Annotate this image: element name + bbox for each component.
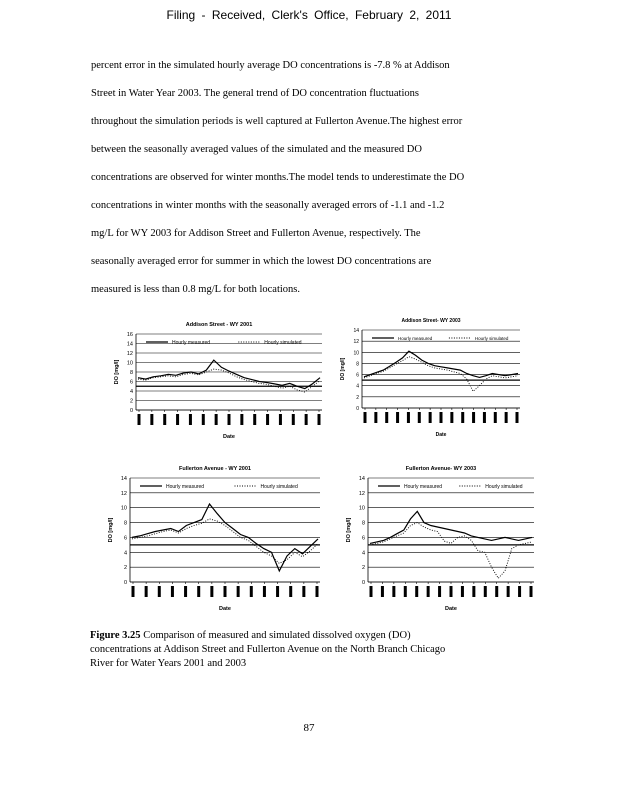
x-tick-label	[415, 586, 418, 597]
y-tick-label: 0	[356, 406, 359, 412]
x-tick-label	[171, 586, 174, 597]
series-line-simulated	[370, 523, 532, 579]
x-axis-label: Date	[223, 434, 235, 440]
y-tick-label: 6	[356, 372, 359, 379]
x-tick-label	[150, 414, 153, 425]
x-tick-label	[429, 412, 432, 423]
chart-title: Fullerton Avenue - WY 2001	[179, 466, 251, 472]
y-tick-label: 10	[353, 350, 359, 357]
x-tick-label	[132, 586, 135, 597]
chart-fullerton-2001	[100, 460, 330, 618]
paragraph-line: concentrations are observed for winter months.The model tends to underestimate the DO	[91, 172, 465, 183]
chart-title: Fullerton Avenue- WY 2003	[405, 466, 477, 472]
x-tick-label	[483, 412, 486, 423]
legend-entry: Hourly measured	[404, 484, 443, 490]
y-tick-label: 4	[123, 550, 127, 557]
y-tick-label: 14	[353, 328, 359, 334]
x-axis-label: Date	[219, 606, 231, 612]
x-tick-label	[163, 414, 166, 425]
y-axis-label: DO [mg/l]	[346, 517, 352, 543]
x-axis-label: Date	[445, 606, 457, 612]
x-tick-label	[407, 412, 410, 423]
y-tick-label: 12	[353, 339, 359, 346]
figure-caption	[90, 629, 510, 671]
x-tick-label	[438, 586, 441, 597]
y-tick-label: 2	[129, 398, 133, 405]
y-tick-label: 10	[358, 505, 365, 512]
y-tick-label: 12	[126, 351, 133, 357]
legend-entry: Hourly measured	[166, 484, 205, 490]
caption-line: concentrations at Addison Street and Fullerton Avenue on the North Branch Chicago	[90, 644, 446, 655]
paragraph-line: concentrations in winter months with the seasonally averaged errors of -1.1 and -1.2	[91, 200, 445, 211]
paragraph-line: mg/L for WY 2003 for Addison Street and Fullerton Avenue, respectively. The	[91, 228, 421, 239]
x-tick-label	[495, 586, 498, 597]
paragraph-line: between the seasonally averaged values of the simulated and the measured DO	[91, 144, 422, 155]
x-tick-label	[263, 586, 266, 597]
x-tick-label	[228, 414, 231, 425]
y-axis-label: DO [mg/l]	[340, 357, 346, 381]
x-tick-label	[215, 414, 218, 425]
x-tick-label	[158, 586, 161, 597]
figure-label: Figure 3.25	[90, 630, 141, 641]
y-tick-label: 2	[361, 565, 365, 572]
y-axis-label: DO [mg/l]	[114, 359, 120, 385]
x-tick-label	[404, 586, 407, 597]
chart-fullerton-2003	[342, 460, 542, 618]
y-tick-label: 16	[126, 332, 133, 338]
chart-title: Addison Street- WY 2003	[401, 318, 461, 324]
x-tick-label	[202, 414, 205, 425]
x-tick-label	[210, 586, 213, 597]
series-line-measured	[364, 351, 518, 377]
x-tick-label	[450, 586, 453, 597]
x-tick-label	[461, 586, 464, 597]
x-tick-label	[197, 586, 200, 597]
x-tick-label	[505, 412, 508, 423]
series-line-measured	[370, 511, 532, 543]
x-tick-label	[494, 412, 497, 423]
y-tick-label: 2	[356, 394, 359, 401]
x-tick-label	[276, 586, 279, 597]
legend-entry: Hourly measured	[398, 336, 433, 341]
x-axis-label: Date	[435, 432, 447, 438]
paragraph-line: seasonally averaged error for summer in which the lowest DO concentrations are	[91, 256, 432, 267]
x-tick-label	[266, 414, 269, 425]
x-tick-label	[176, 414, 179, 425]
caption-line: Comparison of measured and simulated dissolved oxygen (DO)	[140, 630, 411, 641]
x-tick-label	[289, 586, 292, 597]
x-tick-label	[292, 414, 295, 425]
y-tick-label: 12	[120, 490, 127, 497]
x-tick-label	[530, 586, 533, 597]
legend-entry: Hourly simulated	[264, 340, 302, 346]
x-tick-label	[392, 586, 395, 597]
chart-addison-2001	[100, 314, 330, 454]
x-tick-label	[302, 586, 305, 597]
paragraph-line: throughout the simulation periods is well captured at Fullerton Avenue.The highest error	[91, 116, 463, 127]
y-tick-label: 6	[129, 379, 133, 386]
x-tick-label	[381, 586, 384, 597]
x-tick-label	[237, 586, 240, 597]
x-tick-label	[316, 586, 319, 597]
y-tick-label: 8	[361, 520, 365, 527]
x-tick-label	[418, 412, 421, 423]
chart-addison-2003	[340, 312, 530, 452]
x-tick-label	[279, 414, 282, 425]
x-tick-label	[305, 414, 308, 425]
legend-entry: Hourly simulated	[474, 336, 509, 341]
y-tick-label: 12	[358, 490, 365, 497]
series-line-measured	[138, 360, 320, 389]
x-tick-label	[396, 412, 399, 423]
paragraph-line: Street in Water Year 2003. The general trend of DO concentration fluctuations	[91, 88, 419, 99]
y-tick-label: 8	[123, 520, 127, 527]
y-tick-label: 0	[361, 580, 365, 586]
y-tick-label: 14	[120, 476, 127, 482]
x-tick-label	[240, 414, 243, 425]
x-tick-label	[318, 414, 321, 425]
body-paragraph	[91, 52, 511, 304]
x-tick-label	[253, 414, 256, 425]
y-tick-label: 14	[126, 341, 133, 348]
x-tick-label	[364, 412, 367, 423]
x-tick-label	[385, 412, 388, 423]
series-line-simulated	[138, 369, 320, 392]
x-tick-label	[224, 586, 227, 597]
y-tick-label: 4	[129, 389, 133, 395]
x-tick-label	[440, 412, 443, 423]
paragraph-line: measured is less than 0.8 mg/L for both locations.	[91, 284, 300, 295]
x-tick-label	[427, 586, 430, 597]
y-tick-label: 6	[123, 535, 127, 542]
y-tick-label: 10	[120, 505, 127, 512]
legend-entry: Hourly simulated	[485, 484, 523, 490]
y-tick-label: 10	[126, 360, 133, 367]
paragraph-line: percent error in the simulated hourly average DO concentrations is -7.8 % at Addison	[91, 60, 450, 71]
x-tick-label	[145, 586, 148, 597]
x-tick-label	[507, 586, 510, 597]
y-axis-label: DO [mg/l]	[108, 517, 114, 543]
y-tick-label: 8	[356, 361, 359, 368]
x-tick-label	[516, 412, 519, 423]
x-tick-label	[518, 586, 521, 597]
y-tick-label: 2	[123, 565, 127, 572]
x-tick-label	[250, 586, 253, 597]
x-tick-label	[472, 586, 475, 597]
x-tick-label	[374, 412, 377, 423]
y-tick-label: 0	[123, 580, 127, 586]
x-tick-label	[184, 586, 187, 597]
y-tick-label: 6	[361, 535, 365, 542]
y-tick-label: 4	[356, 383, 359, 390]
x-tick-label	[484, 586, 487, 597]
y-tick-label: 4	[361, 550, 365, 557]
x-tick-label	[450, 412, 453, 423]
x-tick-label	[461, 412, 464, 423]
caption-line: River for Water Years 2001 and 2003	[90, 658, 247, 669]
legend-entry: Hourly measured	[172, 340, 211, 346]
page-number: 87	[303, 722, 315, 734]
series-line-simulated	[132, 519, 318, 564]
y-tick-label: 0	[129, 408, 133, 414]
x-tick-label	[472, 412, 475, 423]
x-tick-label	[138, 414, 141, 425]
x-tick-label	[189, 414, 192, 425]
y-tick-label: 8	[129, 370, 133, 376]
legend-entry: Hourly simulated	[260, 484, 298, 490]
y-tick-label: 14	[358, 476, 365, 482]
x-tick-label	[370, 586, 373, 597]
page-header: Filing - Received, Clerk's Office, February 2, 2011	[166, 8, 452, 22]
chart-title: Addison Street - WY 2001	[185, 322, 253, 328]
